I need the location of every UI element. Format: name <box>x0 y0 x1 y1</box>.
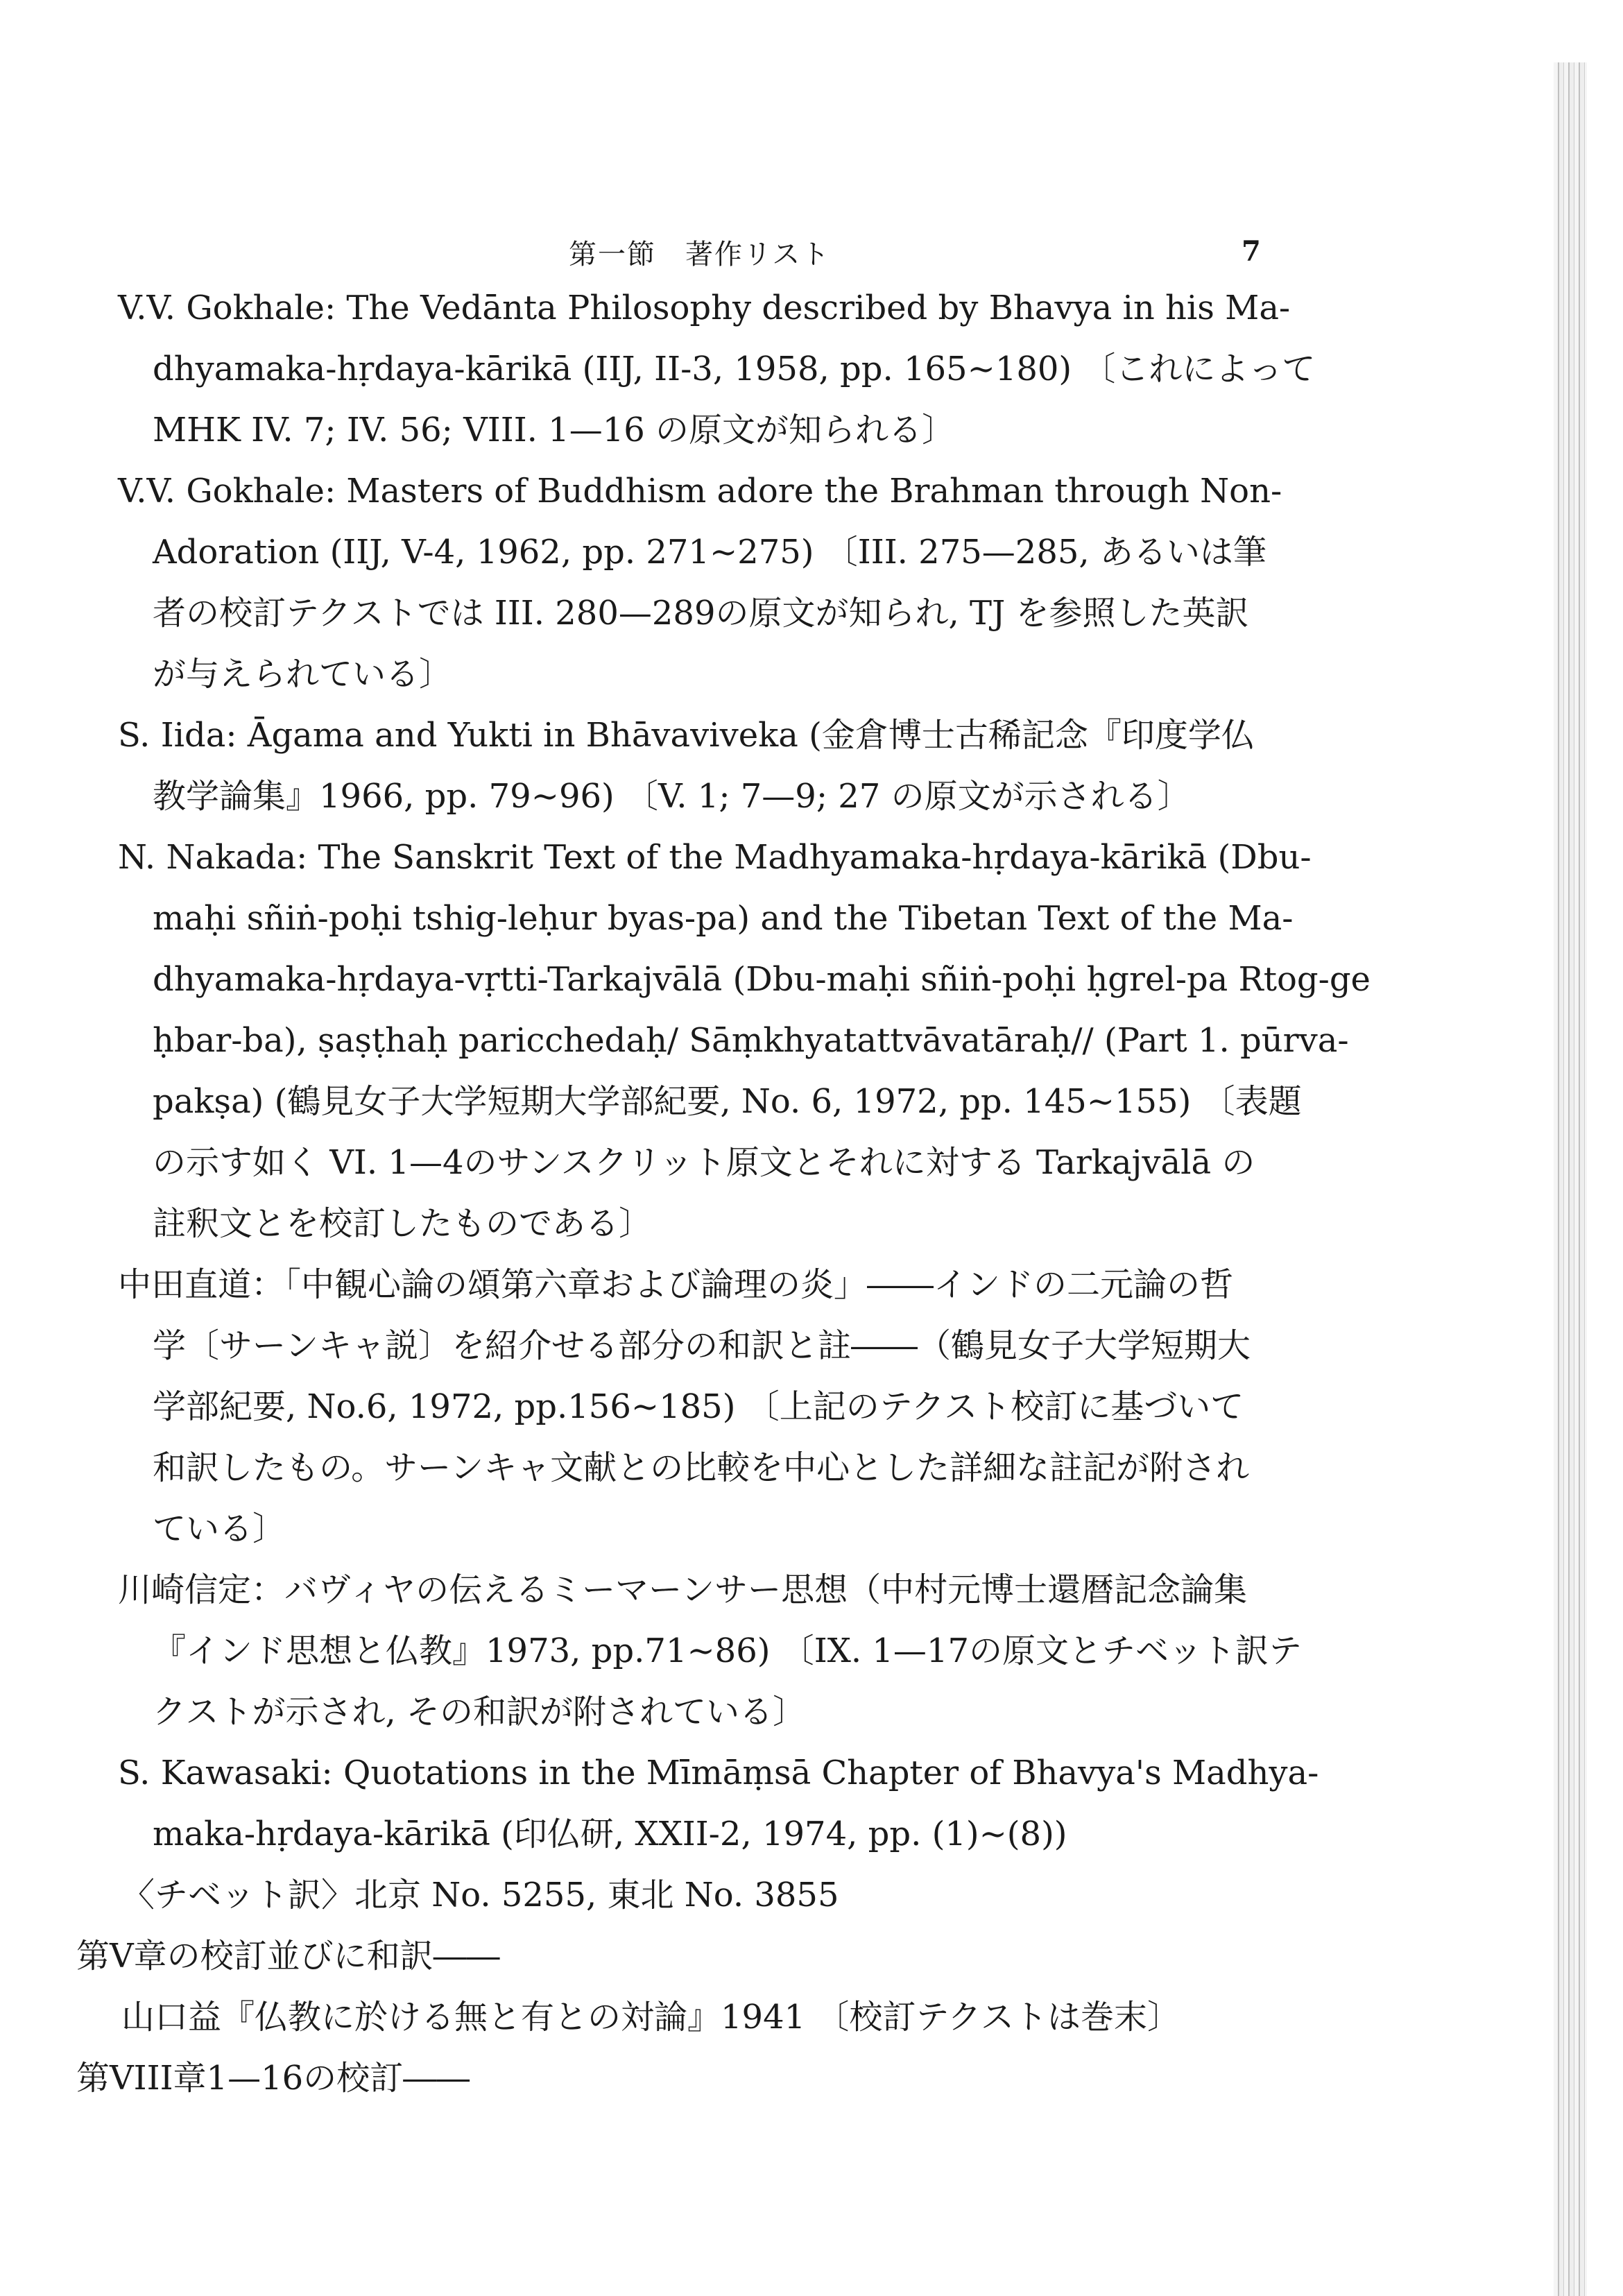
bibliography-entry: 山口益『仏教に於ける無と有との対論』1941 〔校訂テクストは巻末〕 <box>121 1998 1181 2037</box>
entry-line: pakṣa) (鶴見女子大学短期大学部紀要, No. 6, 1972, pp. 145∼155) 〔表題 <box>153 1082 1302 1121</box>
entry-line: クストが示され, その和訳が附されている〕 <box>153 1693 807 1731</box>
section-title: 第一節 著作リスト <box>569 239 831 271</box>
entry-line: 和訳したもの。サーンキャ文献との比較を中心とした詳細な註記が附され <box>153 1448 1250 1487</box>
entry-line: 教学論集』1966, pp. 79∼96) 〔V. 1; 7—9; 27 の原文が示される〕 <box>153 777 1191 816</box>
entry-line: MHK IV. 7; IV. 56; VIII. 1—16 の原文が知られる〕 <box>153 411 956 449</box>
bibliography-entry <box>118 1254 1300 1559</box>
entry-line: V.V. Gokhale: The Vedānta Philosophy described by Bhavya in his Ma- <box>118 289 1291 327</box>
entry-line: Adoration (IIJ, V-4, 1962, pp. 271∼275) 〔III. 275—285, あるいは筆 <box>153 533 1266 572</box>
entry-line: dhyamaka-hṛdaya-vṛtti-Tarkajvālā (Dbu-maḥi sñiṅ-poḥi ḥgrel-pa Rtog-ge <box>153 960 1371 999</box>
page-number: 7 <box>1242 235 1261 268</box>
entry-line: N. Nakada: The Sanskrit Text of the Madhyamaka-hṛdaya-kārikā (Dbu- <box>118 838 1312 877</box>
entry-line: maḥi sñiṅ-poḥi tshig-leḥur byas-pa) and the Tibetan Text of the Ma- <box>153 899 1294 938</box>
entry-line: が与えられている〕 <box>153 655 453 694</box>
section-heading-chapter-v: 第V章の校訂並びに和訳―― <box>76 1937 500 1976</box>
entry-line: 註釈文とを校訂したものである〕 <box>153 1204 653 1243</box>
bibliography-list <box>0 277 1554 2109</box>
entry-line: 学部紀要, No.6, 1972, pp.156∼185) 〔上記のテクスト校訂に基づいて <box>153 1387 1244 1426</box>
entry-line: V.V. Gokhale: Masters of Buddhism adore the Brahman through Non- <box>118 472 1282 511</box>
entry-line: 者の校訂テクストでは III. 280—289の原文が知られ, TJ を参照した英訳 <box>153 594 1249 633</box>
entry-line: S. Kawasaki: Quotations in the Mīmāṃsā Chapter of Bhavya's Madhya- <box>118 1754 1319 1792</box>
entry-line: S. Iida: Āgama and Yukti in Bhāvaviveka (金倉博士古稀記念『印度学仏 <box>118 716 1255 755</box>
bibliography-entry <box>118 461 1300 705</box>
tibetan-translation-note: 〈チベット訳〉北京 No. 5255, 東北 No. 3855 <box>121 1876 839 1914</box>
bibliography-entry <box>118 277 1316 461</box>
entry-line: maka-hṛdaya-kārikā (印仏研, XXII-2, 1974, pp. (1)∼(8)) <box>153 1815 1067 1853</box>
running-header <box>0 232 1554 274</box>
entry-line: 中田直道：「中観心論の頌第六章および論理の炎」――インドの二元論の哲 <box>118 1265 1234 1304</box>
entry-line: 学〔サーンキャ説〕を紹介せる部分の和訳と註――（鶴見女子大学短期大 <box>153 1326 1251 1365</box>
entry-line: ている〕 <box>153 1509 286 1548</box>
bibliography-entry <box>118 827 1371 1254</box>
bibliography-entry <box>118 1742 1319 1865</box>
section-heading-chapter-viii: 第VIII章1—16の校訂―― <box>76 2059 470 2098</box>
entry-line: 『インド思想と仏教』1973, pp.71∼86) 〔IX. 1—17の原文とチベット訳テ <box>153 1631 1303 1670</box>
book-spine-edge <box>1554 62 1587 2296</box>
entry-line: dhyamaka-hṛdaya-kārikā (IIJ, II-3, 1958, pp. 165∼180) 〔これによって <box>153 350 1316 388</box>
entry-line: の示す如く VI. 1—4のサンスクリット原文とそれに対する Tarkajvālā の <box>153 1143 1255 1182</box>
bibliography-entry <box>118 1559 1303 1742</box>
bibliography-entry <box>118 705 1300 827</box>
entry-line: ḥbar-ba), ṣaṣṭhaḥ paricchedaḥ/ Sāṃkhyatattvāvatāraḥ// (Part 1. pūrva- <box>153 1021 1349 1060</box>
entry-line: 川崎信定：バヴィヤの伝えるミーマーンサー思想（中村元博士還暦記念論集 <box>118 1570 1248 1609</box>
